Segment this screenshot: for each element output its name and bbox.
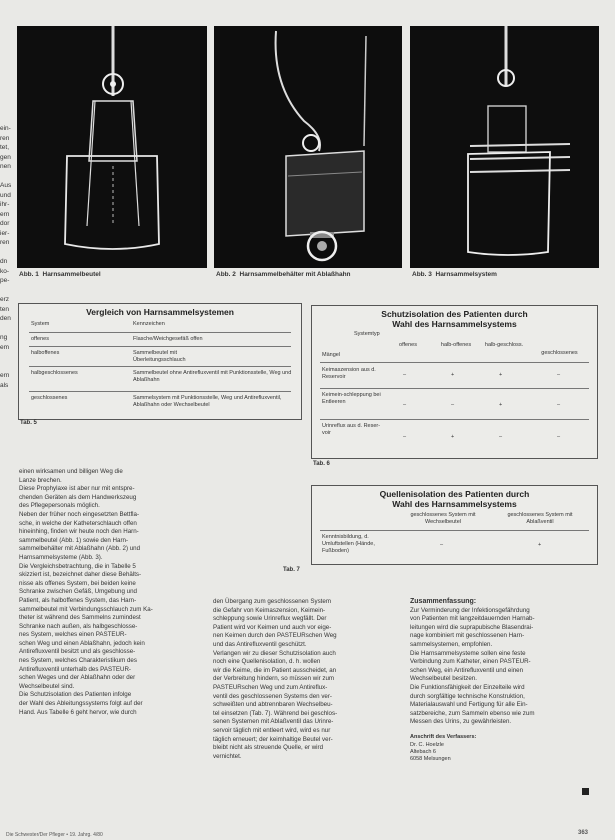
margin-fragment-line: dor bbox=[0, 220, 10, 227]
margin-fragment-line bbox=[0, 286, 14, 296]
body-text-line: Antirefluxventil unterhalb des PASTEUR- bbox=[19, 665, 131, 673]
margin-fragment-line: ern bbox=[0, 210, 10, 218]
table-6-header-col: halb-geschloss. bbox=[484, 342, 524, 348]
body-text-line: Patient, als halboffenes System, das Harn- bbox=[19, 596, 137, 604]
table-6-value: – bbox=[403, 434, 407, 440]
margin-fragment-line: ren bbox=[0, 134, 10, 142]
summary-text-line: Wechselbeutel besitzen. bbox=[410, 675, 477, 683]
body-text-line: den Übergang zum geschlossenen System bbox=[213, 598, 331, 605]
summary-text-line: schen Weg, ein Antirefluxventil und einen bbox=[410, 666, 524, 674]
summary-text-line: satzbereiche, zum Sammeln ebenso wie zum bbox=[410, 709, 535, 717]
summary-text bbox=[410, 607, 598, 727]
body-text-line: Harnsammelsysteme (Abb. 3). bbox=[19, 553, 103, 561]
table-6-value: – bbox=[557, 372, 561, 378]
margin-fragment-line: ein- bbox=[0, 125, 11, 132]
margin-fragment-line: ern bbox=[0, 372, 10, 379]
table-6-value: + bbox=[499, 372, 503, 378]
body-text-line: täglich erneuert; der keimhaltige Beutel ver- bbox=[213, 735, 333, 743]
table-6-title-line-2: Wahl des Harnsammelsystems bbox=[392, 319, 517, 329]
body-text-line: tel einsetzen (Tab. 7). Während bei geschlos- bbox=[213, 709, 338, 717]
margin-fragment-line bbox=[0, 248, 14, 258]
table-5-row-features: Sammelsystem mit Punktionsstelle, Weg und Antirefluxventil, Ablaßhahn oder Wechselbeutel bbox=[133, 395, 282, 408]
figure-2-text: Harnsammelbehälter mit Ablaßhahn bbox=[239, 271, 351, 278]
summary-text-line: durch sorgfältige technische Konstruktion, bbox=[410, 692, 525, 700]
urine-bag-illustration bbox=[17, 26, 207, 268]
margin-fragment-line bbox=[0, 324, 14, 334]
body-text-line: PASTEURschen Weg und zum Antireflux- bbox=[213, 683, 328, 691]
body-text-line: nisse als offenes System, bei beiden keine bbox=[19, 579, 136, 587]
urine-container-illustration bbox=[214, 26, 402, 268]
margin-fragment-line: ng bbox=[0, 334, 8, 341]
body-text-line: skizziert ist, bezeichnet daher diese Behälts- bbox=[19, 571, 142, 579]
margin-fragment-line: pe- bbox=[0, 277, 10, 284]
body-text-line: ventil des geschlossenen Systems den ver- bbox=[213, 692, 332, 700]
table-5-header-system: System bbox=[31, 321, 50, 327]
table-7-title-line-2: Wahl des Harnsammelsystems bbox=[392, 499, 517, 509]
margin-fragment-line: erz bbox=[0, 296, 10, 303]
body-text-line: einen wirksamen und billigen Weg die bbox=[19, 468, 123, 475]
body-text-line: wir die Keime, die im Patient ausscheidet, an bbox=[213, 666, 337, 674]
summary-text-line: Verbindung zum Katheter, einen PASTEUR- bbox=[410, 658, 531, 666]
table-5-row-system: halbgeschlossenes bbox=[31, 370, 78, 376]
table-6 bbox=[311, 305, 598, 459]
summary-text-line: leitungen wird die suprapubische Blasendrai- bbox=[410, 623, 534, 631]
divider bbox=[320, 530, 589, 531]
body-text-line: Die Vergleichsbetrachtung, die in Tabelle 5 bbox=[19, 562, 136, 570]
body-text-line: schen Weg und einen Ablaßhahn, jedoch kein bbox=[19, 639, 145, 647]
body-text-line: schen Weges und der Ablaßhahn oder der bbox=[19, 674, 136, 682]
margin-fragment-line: tet, bbox=[0, 144, 10, 151]
author-address bbox=[410, 742, 598, 763]
margin-fragment-line: ren bbox=[0, 239, 10, 246]
body-column-1 bbox=[19, 468, 200, 717]
table-6-value: – bbox=[451, 402, 455, 408]
figure-3-number: Abb. 3 bbox=[412, 271, 432, 278]
body-text-line: servoir täglich mit entleert wird, wird es nur bbox=[213, 726, 331, 734]
figure-2-number: Abb. 2 bbox=[216, 271, 236, 278]
author-line: Dr. C. Hoelzle bbox=[410, 741, 444, 748]
body-text-line: Wechselbeutel sind. bbox=[19, 682, 75, 690]
table-6-value: – bbox=[557, 402, 561, 408]
body-text-line: Neben der früher noch eingesetzten Bettfla- bbox=[19, 510, 140, 518]
table-5-row-features: Sammelbeutel mit Überleitungsschlauch bbox=[133, 350, 186, 363]
body-text-line: sammelbehälter mit Ablaßhahn (Abb. 2) und bbox=[19, 545, 141, 553]
table-6-value: – bbox=[403, 402, 407, 408]
figure-2-photo bbox=[214, 26, 402, 268]
table-6-value: – bbox=[499, 434, 503, 440]
margin-fragment-line: em bbox=[0, 343, 10, 351]
table-5 bbox=[18, 303, 302, 420]
summary-text-line: nage kombiniert mit geschlossenen Harn- bbox=[410, 632, 525, 640]
margin-fragment-line: als bbox=[0, 381, 9, 389]
table-5-row-features: Sammelbeutel ohne Antirefluxventil mit Punktionsstelle, Weg und Ablaßhahn bbox=[133, 370, 292, 383]
body-text-line: sammelbeutel mit Verbindungsschlauch zum Ka- bbox=[19, 605, 153, 613]
summary-text-line: von Patienten mit langzeitdauernden Harnab- bbox=[410, 615, 535, 623]
author-heading: Anschrift des Verfassers: bbox=[410, 733, 477, 740]
margin-fragment-line: den bbox=[0, 315, 11, 322]
margin-fragment-line bbox=[0, 172, 14, 182]
body-text-line: Die Schutzisolation des Patienten infolge bbox=[19, 691, 132, 699]
table-5-row-system: halboffenes bbox=[31, 350, 60, 356]
table-5-header-features: Kennzeichen bbox=[133, 321, 165, 327]
divider bbox=[320, 362, 589, 363]
margin-fragment-line: ten bbox=[0, 305, 10, 313]
margin-fragment-line bbox=[0, 352, 14, 362]
body-text-line: nes System, welches Charakteristikum des bbox=[19, 657, 137, 665]
table-5-title: Vergleich von Harnsammelsystemen bbox=[86, 307, 234, 317]
table-6-title-line-1: Schutzisolation des Patienten durch bbox=[381, 309, 528, 319]
table-6-systemtyp: Systemtyp bbox=[354, 331, 380, 337]
page-number: 363 bbox=[578, 830, 589, 836]
summary-text-line: sammelsystemen, empfohlen. bbox=[410, 640, 493, 648]
table-7-label: Tab. 7 bbox=[283, 567, 300, 573]
summary-heading: Zusammenfassung: bbox=[410, 598, 477, 605]
body-text-line: nen Keimen durch den PASTEURschen Weg bbox=[213, 632, 337, 640]
divider bbox=[29, 346, 291, 347]
body-text-line: sche, in welche der Katheterschlauch offen bbox=[19, 519, 137, 527]
figure-1-number: Abb. 1 bbox=[19, 271, 39, 278]
footer-journal: Die Schwester/Der Pfleger • 19. Jahrg. 4/80 bbox=[6, 832, 103, 838]
table-6-value: + bbox=[451, 372, 455, 378]
table-6-row-label: Keimaszension aus d. Reservoir bbox=[322, 367, 376, 380]
body-text-line: chenden Geräten als dem Handwerkszeug bbox=[19, 493, 137, 501]
summary-text-line: Zur Verminderung der Infektionsgefährdung bbox=[410, 606, 530, 614]
body-text-line: vernichtet. bbox=[213, 752, 242, 760]
margin-fragment-line: ier- bbox=[0, 229, 10, 237]
body-text-line: schleppung sowie Urinreflux wegfällt. Der bbox=[213, 615, 327, 623]
table-5-row-features: Flasche/Weichgesefäß offen bbox=[133, 336, 203, 342]
body-text-line: nes System, welches einen PASTEUR- bbox=[19, 631, 127, 639]
body-text-line: Lanze brechen. bbox=[19, 476, 62, 484]
table-6-header-maengel: Mängel bbox=[322, 352, 341, 358]
body-text-line: Schranke zwischen Gefäß, Umgebung und bbox=[19, 588, 137, 596]
margin-fragment-line: Aus bbox=[0, 182, 12, 189]
table-6-header-col: offenes bbox=[399, 342, 417, 348]
table-7-header-col-2: geschlossenes System mit Ablaßventil bbox=[507, 512, 573, 525]
figure-1-text: Harnsammelbeutel bbox=[42, 271, 101, 278]
table-6-header-col: geschlossenes bbox=[541, 350, 578, 356]
divider bbox=[29, 332, 291, 333]
table-7-value: – bbox=[440, 542, 444, 548]
table-7-value: + bbox=[538, 542, 542, 548]
table-6-value: – bbox=[403, 372, 407, 378]
figure-3-photo bbox=[410, 26, 599, 268]
body-text-line: schweißten und abtrennbaren Wechselbeu- bbox=[213, 701, 333, 709]
left-margin-fragments bbox=[0, 124, 14, 390]
body-column-2 bbox=[213, 598, 399, 761]
body-text-line: senen Systemen mit Ablaßventil das Urinre- bbox=[213, 718, 334, 726]
urine-system-illustration bbox=[410, 26, 599, 268]
body-text-line: Hand. Aus Tabelle 6 geht hervor, wie durch bbox=[19, 708, 137, 716]
body-text-line: sammelbeutel (Abb. 1) sowie den Harn- bbox=[19, 536, 129, 544]
figure-1-photo bbox=[17, 26, 207, 268]
table-5-row-system: offenes bbox=[31, 336, 49, 342]
figure-3-caption bbox=[412, 271, 497, 278]
divider bbox=[29, 366, 291, 367]
summary-text-line: Die Harnsammelsysteme sollen eine feste bbox=[410, 649, 526, 657]
body-column-3 bbox=[410, 598, 598, 763]
table-6-header-col: halb-offenes bbox=[440, 342, 472, 348]
table-5-label: Tab. 5 bbox=[20, 420, 37, 426]
table-6-row-label: Urinreflux aus d. Reser-voir bbox=[322, 423, 381, 436]
margin-fragment-line bbox=[0, 362, 14, 372]
summary-text-line: Die Funktionsfähigkeit der Einzelteile wird bbox=[410, 683, 525, 691]
table-6-value: + bbox=[499, 402, 503, 408]
table-6-row-label: Keimein-schleppung bei Entleeren bbox=[322, 392, 381, 405]
margin-fragment-line: dn bbox=[0, 258, 8, 265]
table-7-row-label: Kenntnisbildung, d. Umluftstellen (Hände, Fußboden) bbox=[322, 534, 375, 554]
summary-text-line: Messen des Urins, zu gewährleisten. bbox=[410, 718, 512, 726]
table-7-title-line-1: Quellenisolation des Patienten durch bbox=[379, 489, 530, 499]
table-5-row-system: geschlossenes bbox=[31, 395, 68, 401]
body-text-line: hineinhing, finden wir heute noch den Harn- bbox=[19, 528, 139, 536]
body-text-line: der Verbreitung hindern, so müssen wir zum bbox=[213, 675, 335, 683]
body-text-line: Patient wird vor Keimen und auch vor eige- bbox=[213, 623, 332, 631]
table-6-value: – bbox=[557, 434, 561, 440]
figure-2-caption bbox=[216, 271, 351, 278]
author-line: Altebach 6 bbox=[410, 748, 436, 755]
body-text-line: bleibt nicht als streuende Quelle, er wird bbox=[213, 744, 324, 752]
table-6-value: + bbox=[451, 434, 455, 440]
margin-fragment-line: ihr- bbox=[0, 201, 10, 208]
margin-fragment-line: und bbox=[0, 191, 11, 199]
figure-1-caption bbox=[19, 271, 101, 278]
margin-fragment-line: ko- bbox=[0, 267, 10, 275]
divider bbox=[29, 391, 291, 392]
divider bbox=[320, 388, 589, 389]
table-6-label: Tab. 6 bbox=[313, 461, 330, 467]
body-text-line: und das Antirefluxventil geschützt. bbox=[213, 640, 307, 648]
summary-text-line: Materialauswahl und Fertigung für alle Ein- bbox=[410, 701, 528, 709]
body-text-line: die Gefahr von Keimaszension, Keimein- bbox=[213, 606, 326, 614]
figure-3-text: Harnsammelsystem bbox=[435, 271, 497, 278]
body-text-line: Diese Prophylaxe ist aber nur mit entspre- bbox=[19, 485, 135, 493]
body-text-line: der Wahl des Ableitungssystems folgt auf der bbox=[19, 700, 143, 708]
body-text-line: Antirefluxventil besitzt und als geschlosse- bbox=[19, 648, 136, 656]
table-7-header-col-1: geschlossenes System mit Wechselbeutel bbox=[410, 512, 476, 525]
author-line: 6058 Melsungen bbox=[410, 755, 451, 762]
body-text-line: Schranke nach außen, als halbgeschlosse- bbox=[19, 622, 138, 630]
body-text-line: des Pflegepersonals möglich. bbox=[19, 502, 100, 510]
margin-fragment-line: gen bbox=[0, 153, 11, 161]
margin-fragment-line: nen bbox=[0, 163, 11, 170]
table-7 bbox=[311, 485, 598, 565]
body-text-line: theter ist während des Sammelns zumindest bbox=[19, 614, 141, 622]
body-text-line: Verlangen wir zu dieser Schutzisolation auch bbox=[213, 649, 336, 657]
divider bbox=[320, 419, 589, 420]
end-mark bbox=[582, 788, 589, 795]
body-text-line: noch eine Quellenisolation, d. h. wollen bbox=[213, 658, 321, 666]
